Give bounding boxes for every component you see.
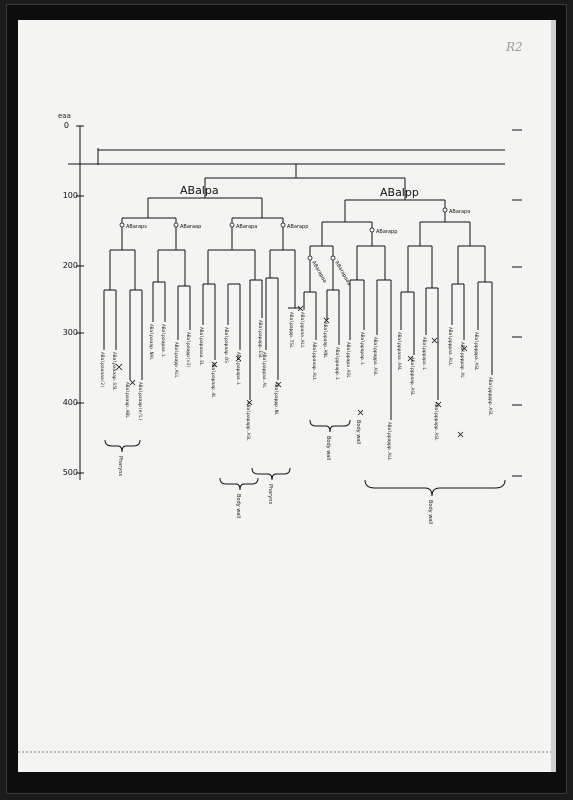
leaf-label: ABalppappp.ALL bbox=[386, 422, 391, 461]
leaf-label: ABalpppppa.ASL bbox=[473, 332, 478, 371]
brace-body-wall-2 bbox=[310, 420, 350, 432]
leaf-label: ABalpaaap(e/L) bbox=[137, 382, 142, 421]
group-label-body-wall-3: Body wall bbox=[355, 420, 361, 445]
tick-label-200: 200 bbox=[62, 261, 78, 270]
leaf-label: ABalppppap.AL bbox=[459, 342, 464, 378]
leaf-label: ABalpaapp(v3) bbox=[185, 332, 190, 368]
leaf-label: ABalppapa.ASL bbox=[345, 342, 350, 378]
leaf-label: ABalppaaa.ALL bbox=[299, 312, 304, 348]
node-label-right-right: ABarapa bbox=[449, 209, 471, 215]
group-label-body-wall-1: Body wall bbox=[235, 494, 241, 519]
leaf-label: ABalpapapp.ESL bbox=[257, 320, 262, 359]
leaf-label: ABalpaapp.ALL bbox=[173, 342, 178, 378]
corner-handwritten-mark: R2 bbox=[506, 40, 523, 54]
leaf-label: ABalpapaaaa.EL bbox=[198, 327, 203, 366]
leaf-label: ABalpapapa.L bbox=[235, 352, 240, 386]
node-label-right-left-right: ABarapaaa bbox=[333, 260, 353, 287]
node-label-abarapa: ABarapa bbox=[236, 224, 258, 230]
leaf-label: ABalpapaap.4L bbox=[210, 362, 215, 398]
leaf-label: ABalppappa.ASL bbox=[372, 337, 377, 376]
tick-label-0: 0 bbox=[63, 121, 69, 130]
node-label-abaraps: ABaraps bbox=[126, 224, 147, 230]
leaf-label: ABalpappaa.AL bbox=[261, 352, 266, 388]
leaf-label: ABalpppapp.ASL bbox=[433, 402, 438, 441]
group-label-body-wall-2: Body wall bbox=[325, 436, 331, 461]
leaf-label: ABalpappp.NL bbox=[273, 382, 278, 416]
brace-pharynx-1 bbox=[105, 440, 140, 452]
group-label-pharynx-2: Pharynx bbox=[267, 484, 273, 505]
leaf-label: ABalpaaaap.S5L bbox=[111, 352, 116, 391]
node-label-abalpp: ABalpp bbox=[380, 186, 419, 199]
leaf-label: ABalppapap.L bbox=[359, 332, 364, 366]
group-label-pharynx-1: Pharynx bbox=[117, 456, 123, 477]
node-label-abalpa: ABalpa bbox=[180, 184, 219, 197]
leaf-label: ABalpapapp.ASL bbox=[245, 402, 250, 441]
leaf-label: ABalpappp.TSL bbox=[288, 312, 293, 348]
leaf-label: ABalpppaap.ASL bbox=[409, 357, 414, 396]
node-label-abaraap: ABaraap bbox=[180, 224, 202, 230]
leaf-label: ABalpapaap.DS bbox=[223, 327, 228, 363]
scale-title: eaa bbox=[58, 112, 71, 120]
node-label-abarapp: ABarapp bbox=[287, 224, 309, 230]
leaf-label: ABalpppppp.ASL bbox=[487, 377, 492, 416]
leaf-label: ABalppaap.ANL bbox=[322, 322, 327, 358]
leaf-label: ABalppaapp.L bbox=[334, 347, 339, 381]
tick-label-100: 100 bbox=[62, 191, 78, 200]
tick-label-400: 400 bbox=[62, 398, 78, 407]
group-label-body-wall-4: Body wall bbox=[427, 500, 433, 525]
leaf-label: ABalpppapa.L bbox=[421, 337, 426, 371]
brace-body-wall-1 bbox=[220, 478, 258, 490]
leaf-label: ABalppaaap.ALL bbox=[311, 342, 316, 381]
leaf-label: ABalpaaap.ABL bbox=[124, 382, 129, 418]
brace-body-wall-3 bbox=[365, 480, 505, 496]
node-label-right-left: ABarapp bbox=[376, 229, 398, 235]
leaf-label: ABalpaaaaa(2) bbox=[99, 352, 104, 388]
leaf-label: ABalpppaaa.AAL bbox=[396, 332, 401, 371]
leaf-label: ABalpaapaa.L bbox=[160, 324, 165, 358]
leaf-label: ABalppppaa.ALL bbox=[447, 327, 452, 366]
leaf-labels bbox=[99, 312, 493, 461]
tick-label-300: 300 bbox=[62, 328, 78, 337]
leaf-label: ABalpaaap.NAL bbox=[148, 324, 153, 360]
tick-label-500: 500 bbox=[62, 468, 78, 477]
node-label-right-left-left: ABarapaa bbox=[310, 260, 328, 285]
